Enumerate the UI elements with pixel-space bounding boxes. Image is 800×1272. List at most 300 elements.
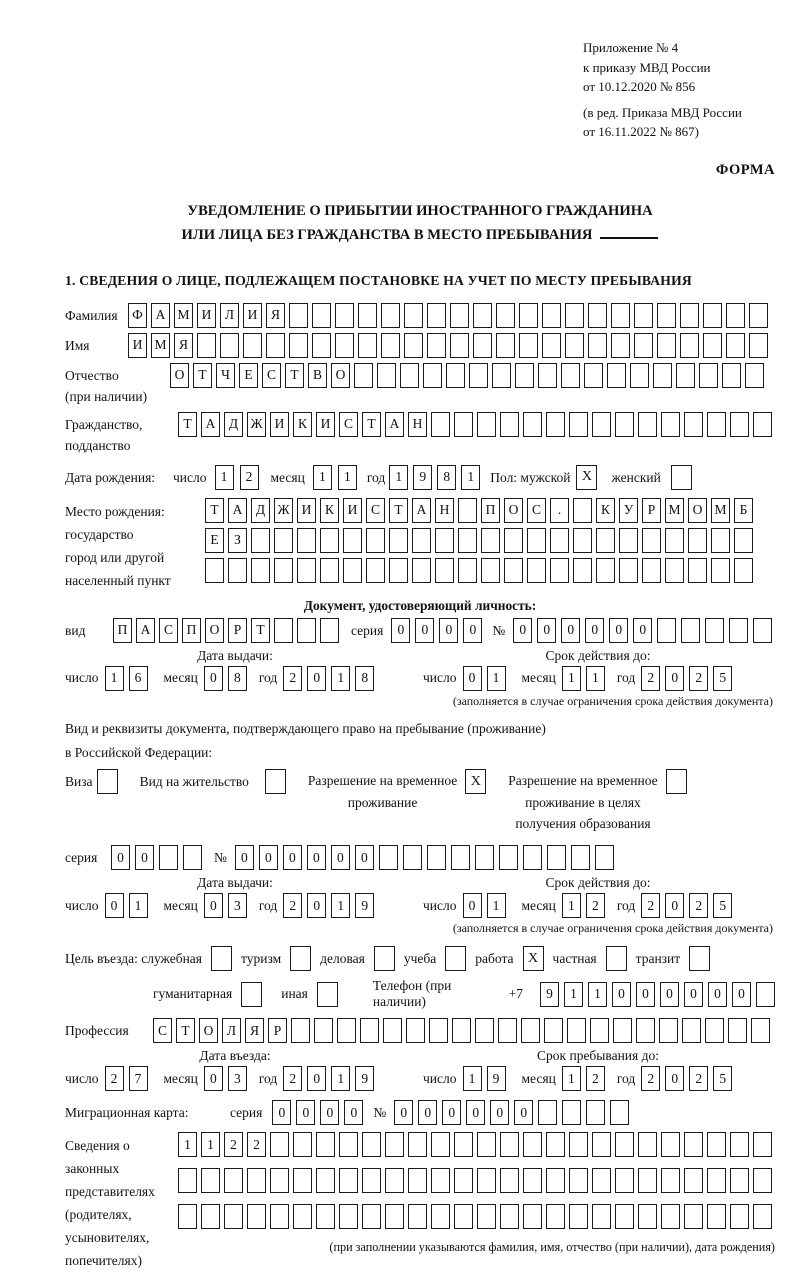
form-cell[interactable] (680, 333, 699, 358)
form-cell[interactable] (703, 303, 722, 328)
form-cell[interactable] (450, 333, 469, 358)
form-cell[interactable] (730, 1168, 749, 1193)
form-cell[interactable]: 0 (283, 845, 302, 870)
form-cell[interactable] (699, 363, 718, 388)
form-cell[interactable]: Я (245, 1018, 264, 1043)
form-cell[interactable] (745, 363, 764, 388)
form-cell[interactable] (316, 1132, 335, 1157)
form-cell[interactable] (477, 1168, 496, 1193)
form-cell[interactable] (705, 618, 724, 643)
form-cell[interactable]: Т (389, 498, 408, 523)
form-cell[interactable] (729, 618, 748, 643)
form-cell[interactable]: 0 (135, 845, 154, 870)
form-cell[interactable]: Р (268, 1018, 287, 1043)
form-cell[interactable]: И (270, 412, 289, 437)
form-cell[interactable] (753, 618, 772, 643)
form-cell[interactable]: С (527, 498, 546, 523)
form-cell[interactable] (615, 1132, 634, 1157)
form-cell[interactable] (408, 1204, 427, 1229)
form-cell[interactable] (634, 333, 653, 358)
form-cell[interactable] (451, 845, 470, 870)
form-cell[interactable] (653, 363, 672, 388)
form-cell[interactable] (592, 1132, 611, 1157)
form-cell[interactable] (423, 363, 442, 388)
form-cell[interactable] (569, 1204, 588, 1229)
purpose-study-checkbox[interactable] (445, 946, 466, 971)
form-cell[interactable] (243, 333, 262, 358)
form-cell[interactable]: 0 (466, 1100, 485, 1125)
form-cell[interactable] (519, 333, 538, 358)
form-cell[interactable]: 0 (684, 982, 703, 1007)
form-cell[interactable] (500, 1168, 519, 1193)
form-cell[interactable]: 3 (228, 1066, 247, 1091)
form-cell[interactable]: 9 (355, 1066, 374, 1091)
form-cell[interactable] (661, 412, 680, 437)
form-cell[interactable] (320, 618, 339, 643)
form-cell[interactable] (611, 333, 630, 358)
form-cell[interactable]: 1 (487, 893, 506, 918)
form-cell[interactable]: 0 (331, 845, 350, 870)
form-cell[interactable] (523, 1132, 542, 1157)
form-cell[interactable]: А (201, 412, 220, 437)
form-cell[interactable] (546, 1168, 565, 1193)
form-cell[interactable] (561, 363, 580, 388)
form-cell[interactable]: 2 (283, 893, 302, 918)
form-cell[interactable] (538, 1100, 557, 1125)
form-cell[interactable] (592, 412, 611, 437)
form-cell[interactable] (412, 558, 431, 583)
form-cell[interactable]: М (665, 498, 684, 523)
form-cell[interactable] (178, 1168, 197, 1193)
form-cell[interactable] (684, 1168, 703, 1193)
form-cell[interactable]: 0 (204, 893, 223, 918)
form-cell[interactable] (320, 528, 339, 553)
form-cell[interactable] (500, 1204, 519, 1229)
form-cell[interactable]: 0 (415, 618, 434, 643)
form-cell[interactable] (642, 528, 661, 553)
form-cell[interactable] (427, 303, 446, 328)
form-cell[interactable]: 1 (586, 666, 605, 691)
form-cell[interactable] (314, 1018, 333, 1043)
form-cell[interactable]: О (170, 363, 189, 388)
form-cell[interactable] (751, 1018, 770, 1043)
form-cell[interactable] (201, 1168, 220, 1193)
form-cell[interactable] (527, 528, 546, 553)
sex-female-checkbox[interactable] (671, 465, 692, 490)
form-cell[interactable]: К (293, 412, 312, 437)
form-cell[interactable]: Н (408, 412, 427, 437)
form-cell[interactable]: 8 (437, 465, 456, 490)
form-cell[interactable] (730, 1204, 749, 1229)
form-cell[interactable]: 2 (247, 1132, 266, 1157)
form-cell[interactable] (452, 1018, 471, 1043)
form-cell[interactable] (381, 333, 400, 358)
form-cell[interactable]: Я (266, 303, 285, 328)
form-cell[interactable] (519, 303, 538, 328)
form-cell[interactable]: 0 (418, 1100, 437, 1125)
form-cell[interactable] (270, 1132, 289, 1157)
form-cell[interactable] (584, 363, 603, 388)
form-cell[interactable] (722, 363, 741, 388)
form-cell[interactable] (657, 618, 676, 643)
form-cell[interactable] (274, 618, 293, 643)
form-cell[interactable]: Т (176, 1018, 195, 1043)
form-cell[interactable] (619, 558, 638, 583)
form-cell[interactable]: 8 (228, 666, 247, 691)
form-cell[interactable] (590, 1018, 609, 1043)
form-cell[interactable] (431, 1168, 450, 1193)
form-cell[interactable] (592, 1168, 611, 1193)
form-cell[interactable] (550, 558, 569, 583)
form-cell[interactable] (481, 528, 500, 553)
form-cell[interactable] (569, 412, 588, 437)
purpose-business-checkbox[interactable] (374, 946, 395, 971)
form-cell[interactable] (366, 528, 385, 553)
form-cell[interactable] (681, 618, 700, 643)
form-cell[interactable]: Т (193, 363, 212, 388)
form-cell[interactable] (354, 363, 373, 388)
form-cell[interactable] (458, 528, 477, 553)
form-cell[interactable] (316, 1168, 335, 1193)
form-cell[interactable] (496, 303, 515, 328)
form-cell[interactable] (385, 1204, 404, 1229)
form-cell[interactable]: К (596, 498, 615, 523)
form-cell[interactable] (504, 528, 523, 553)
form-cell[interactable]: 1 (562, 1066, 581, 1091)
form-cell[interactable] (404, 333, 423, 358)
form-cell[interactable]: 1 (178, 1132, 197, 1157)
form-cell[interactable] (454, 412, 473, 437)
form-cell[interactable]: 1 (562, 666, 581, 691)
form-cell[interactable] (711, 558, 730, 583)
form-cell[interactable] (613, 1018, 632, 1043)
form-cell[interactable] (197, 333, 216, 358)
purpose-other-checkbox[interactable] (317, 982, 338, 1007)
form-cell[interactable]: 2 (586, 1066, 605, 1091)
form-cell[interactable]: 2 (105, 1066, 124, 1091)
form-cell[interactable]: В (308, 363, 327, 388)
form-cell[interactable] (293, 1168, 312, 1193)
form-cell[interactable]: И (197, 303, 216, 328)
form-cell[interactable]: О (504, 498, 523, 523)
form-cell[interactable] (596, 528, 615, 553)
form-cell[interactable] (320, 558, 339, 583)
form-cell[interactable]: 0 (307, 666, 326, 691)
form-cell[interactable]: 1 (129, 893, 148, 918)
form-cell[interactable] (178, 1204, 197, 1229)
form-cell[interactable] (475, 845, 494, 870)
form-cell[interactable]: 0 (307, 1066, 326, 1091)
form-cell[interactable] (523, 845, 542, 870)
form-cell[interactable]: Р (228, 618, 247, 643)
form-cell[interactable] (270, 1204, 289, 1229)
form-cell[interactable]: 0 (561, 618, 580, 643)
form-cell[interactable] (547, 845, 566, 870)
form-cell[interactable] (316, 1204, 335, 1229)
form-cell[interactable] (159, 845, 178, 870)
form-cell[interactable] (431, 1204, 450, 1229)
form-cell[interactable]: 0 (463, 666, 482, 691)
form-cell[interactable]: 1 (331, 893, 350, 918)
form-cell[interactable] (360, 1018, 379, 1043)
form-cell[interactable] (607, 363, 626, 388)
form-cell[interactable] (688, 558, 707, 583)
form-cell[interactable] (450, 303, 469, 328)
form-cell[interactable] (400, 363, 419, 388)
form-cell[interactable]: П (113, 618, 132, 643)
form-cell[interactable]: Б (734, 498, 753, 523)
form-cell[interactable] (446, 363, 465, 388)
form-cell[interactable] (403, 845, 422, 870)
form-cell[interactable] (726, 333, 745, 358)
form-cell[interactable] (492, 363, 511, 388)
form-cell[interactable] (567, 1018, 586, 1043)
form-cell[interactable] (358, 303, 377, 328)
form-cell[interactable] (703, 333, 722, 358)
form-cell[interactable] (730, 1132, 749, 1157)
form-cell[interactable] (756, 982, 775, 1007)
form-cell[interactable]: Д (224, 412, 243, 437)
form-cell[interactable] (297, 528, 316, 553)
form-cell[interactable] (366, 558, 385, 583)
form-cell[interactable] (661, 1132, 680, 1157)
form-cell[interactable]: Ч (216, 363, 235, 388)
form-cell[interactable]: 9 (413, 465, 432, 490)
form-cell[interactable]: П (481, 498, 500, 523)
form-cell[interactable] (312, 333, 331, 358)
form-cell[interactable] (638, 1132, 657, 1157)
form-cell[interactable] (458, 498, 477, 523)
form-cell[interactable] (220, 333, 239, 358)
form-cell[interactable]: 2 (641, 893, 660, 918)
form-cell[interactable]: 1 (331, 666, 350, 691)
form-cell[interactable] (435, 528, 454, 553)
temp-permit-checkbox[interactable]: X (465, 769, 486, 794)
form-cell[interactable] (657, 303, 676, 328)
form-cell[interactable] (251, 528, 270, 553)
form-cell[interactable]: 0 (609, 618, 628, 643)
form-cell[interactable]: 0 (204, 666, 223, 691)
form-cell[interactable] (546, 412, 565, 437)
form-cell[interactable]: 2 (641, 666, 660, 691)
form-cell[interactable] (427, 333, 446, 358)
form-cell[interactable] (293, 1132, 312, 1157)
form-cell[interactable] (381, 303, 400, 328)
form-cell[interactable] (385, 1132, 404, 1157)
form-cell[interactable] (266, 333, 285, 358)
form-cell[interactable] (343, 528, 362, 553)
form-cell[interactable] (573, 498, 592, 523)
form-cell[interactable] (297, 558, 316, 583)
form-cell[interactable] (753, 1168, 772, 1193)
form-cell[interactable]: 0 (111, 845, 130, 870)
form-cell[interactable] (749, 303, 768, 328)
form-cell[interactable]: М (711, 498, 730, 523)
form-cell[interactable] (562, 1100, 581, 1125)
form-cell[interactable] (183, 845, 202, 870)
form-cell[interactable]: З (228, 528, 247, 553)
form-cell[interactable] (542, 303, 561, 328)
form-cell[interactable]: 9 (355, 893, 374, 918)
form-cell[interactable] (274, 528, 293, 553)
form-cell[interactable] (431, 1132, 450, 1157)
form-cell[interactable] (289, 333, 308, 358)
form-cell[interactable]: 0 (636, 982, 655, 1007)
form-cell[interactable]: 2 (689, 666, 708, 691)
form-cell[interactable] (458, 558, 477, 583)
form-cell[interactable]: 0 (307, 893, 326, 918)
form-cell[interactable] (339, 1204, 358, 1229)
form-cell[interactable]: О (205, 618, 224, 643)
form-cell[interactable] (523, 412, 542, 437)
form-cell[interactable]: Ф (128, 303, 147, 328)
form-cell[interactable]: 1 (461, 465, 480, 490)
form-cell[interactable]: С (339, 412, 358, 437)
form-cell[interactable]: 0 (665, 1066, 684, 1091)
form-cell[interactable] (454, 1204, 473, 1229)
form-cell[interactable] (406, 1018, 425, 1043)
form-cell[interactable] (638, 1168, 657, 1193)
form-cell[interactable]: И (243, 303, 262, 328)
form-cell[interactable] (565, 303, 584, 328)
purpose-humanitarian-checkbox[interactable] (241, 982, 262, 1007)
form-cell[interactable] (676, 363, 695, 388)
form-cell[interactable] (389, 558, 408, 583)
form-cell[interactable] (544, 1018, 563, 1043)
form-cell[interactable] (753, 1204, 772, 1229)
form-cell[interactable]: 3 (228, 893, 247, 918)
form-cell[interactable]: Т (251, 618, 270, 643)
form-cell[interactable]: 2 (586, 893, 605, 918)
form-cell[interactable]: 2 (689, 893, 708, 918)
form-cell[interactable] (297, 618, 316, 643)
form-cell[interactable]: 0 (439, 618, 458, 643)
form-cell[interactable]: 7 (129, 1066, 148, 1091)
form-cell[interactable]: 1 (487, 666, 506, 691)
form-cell[interactable]: 0 (665, 893, 684, 918)
form-cell[interactable] (247, 1204, 266, 1229)
form-cell[interactable] (289, 303, 308, 328)
form-cell[interactable] (379, 845, 398, 870)
form-cell[interactable] (358, 333, 377, 358)
form-cell[interactable]: С (153, 1018, 172, 1043)
form-cell[interactable]: 1 (313, 465, 332, 490)
form-cell[interactable]: 0 (514, 1100, 533, 1125)
form-cell[interactable] (435, 558, 454, 583)
form-cell[interactable] (477, 412, 496, 437)
form-cell[interactable]: 0 (537, 618, 556, 643)
form-cell[interactable] (636, 1018, 655, 1043)
form-cell[interactable]: К (320, 498, 339, 523)
form-cell[interactable] (481, 558, 500, 583)
form-cell[interactable] (661, 1168, 680, 1193)
form-cell[interactable] (707, 1204, 726, 1229)
form-cell[interactable]: 5 (713, 1066, 732, 1091)
form-cell[interactable] (573, 558, 592, 583)
form-cell[interactable]: С (262, 363, 281, 388)
form-cell[interactable]: 0 (513, 618, 532, 643)
form-cell[interactable]: И (128, 333, 147, 358)
form-cell[interactable] (619, 528, 638, 553)
form-cell[interactable] (730, 412, 749, 437)
form-cell[interactable]: И (297, 498, 316, 523)
form-cell[interactable]: 0 (307, 845, 326, 870)
form-cell[interactable]: О (199, 1018, 218, 1043)
form-cell[interactable] (498, 1018, 517, 1043)
purpose-work-checkbox[interactable]: X (523, 946, 544, 971)
form-cell[interactable] (496, 333, 515, 358)
form-cell[interactable]: Т (178, 412, 197, 437)
form-cell[interactable]: 0 (585, 618, 604, 643)
form-cell[interactable] (337, 1018, 356, 1043)
form-cell[interactable]: 0 (442, 1100, 461, 1125)
form-cell[interactable] (634, 303, 653, 328)
form-cell[interactable]: И (316, 412, 335, 437)
form-cell[interactable]: 2 (689, 1066, 708, 1091)
form-cell[interactable] (565, 333, 584, 358)
form-cell[interactable] (523, 1204, 542, 1229)
form-cell[interactable]: 1 (562, 893, 581, 918)
form-cell[interactable] (205, 558, 224, 583)
form-cell[interactable] (661, 1204, 680, 1229)
purpose-transit-checkbox[interactable] (689, 946, 710, 971)
form-cell[interactable] (734, 528, 753, 553)
form-cell[interactable]: 0 (463, 893, 482, 918)
form-cell[interactable] (659, 1018, 678, 1043)
form-cell[interactable]: 0 (105, 893, 124, 918)
form-cell[interactable] (377, 363, 396, 388)
form-cell[interactable] (362, 1204, 381, 1229)
form-cell[interactable] (573, 528, 592, 553)
form-cell[interactable]: 0 (660, 982, 679, 1007)
form-cell[interactable] (705, 1018, 724, 1043)
form-cell[interactable]: 0 (320, 1100, 339, 1125)
form-cell[interactable]: П (182, 618, 201, 643)
form-cell[interactable] (657, 333, 676, 358)
form-cell[interactable]: 5 (713, 893, 732, 918)
form-cell[interactable]: У (619, 498, 638, 523)
form-cell[interactable] (588, 303, 607, 328)
form-cell[interactable]: 2 (224, 1132, 243, 1157)
form-cell[interactable] (684, 412, 703, 437)
form-cell[interactable] (615, 412, 634, 437)
form-cell[interactable]: 1 (338, 465, 357, 490)
form-cell[interactable] (454, 1168, 473, 1193)
form-cell[interactable] (638, 1204, 657, 1229)
purpose-tourism-checkbox[interactable] (290, 946, 311, 971)
form-cell[interactable]: 6 (129, 666, 148, 691)
form-cell[interactable]: 0 (708, 982, 727, 1007)
form-cell[interactable]: Т (205, 498, 224, 523)
form-cell[interactable] (611, 303, 630, 328)
form-cell[interactable] (592, 1204, 611, 1229)
form-cell[interactable]: А (228, 498, 247, 523)
form-cell[interactable] (523, 1168, 542, 1193)
form-cell[interactable]: А (151, 303, 170, 328)
form-cell[interactable] (521, 1018, 540, 1043)
form-cell[interactable] (665, 528, 684, 553)
form-cell[interactable] (473, 303, 492, 328)
form-cell[interactable] (642, 558, 661, 583)
form-cell[interactable]: 9 (540, 982, 559, 1007)
form-cell[interactable] (427, 845, 446, 870)
form-cell[interactable]: Ж (247, 412, 266, 437)
form-cell[interactable] (630, 363, 649, 388)
form-cell[interactable]: 1 (564, 982, 583, 1007)
form-cell[interactable] (682, 1018, 701, 1043)
form-cell[interactable] (542, 333, 561, 358)
form-cell[interactable] (546, 1132, 565, 1157)
